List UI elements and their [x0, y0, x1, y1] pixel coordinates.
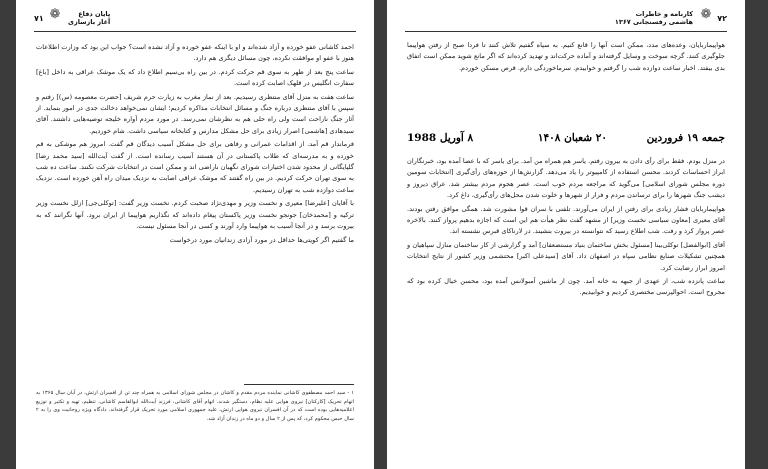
- running-title: کارنامه و خاطرات هاشمی رفسنجانی ۱۳۶۷: [614, 10, 693, 26]
- paragraph: ساعت پنج بعد از ظهر به سوی قم حرکت کردم. در بین راه بی‌سیم اطلاع داد که یک موشک عراقی به داخل [باغ] سفارت انگلیس در قلهک اصابت کرده است.: [36, 67, 354, 88]
- footnote-rule: [244, 384, 354, 385]
- page-header: [34, 6, 356, 32]
- page-body-top: [407, 40, 725, 76]
- date-gregorian: ۸ آوریل 1988: [407, 132, 474, 144]
- page-number: ۷۱: [34, 14, 44, 23]
- ornament-icon: ❁: [49, 7, 61, 22]
- book-page-left: [16, 0, 374, 469]
- page-number: ۷۲: [717, 14, 727, 23]
- diary-date-heading: [407, 132, 725, 148]
- date-hijri: ۲۰ شعبان ۱۴۰۸: [537, 132, 607, 144]
- running-title: پایان دفاع آغاز بازسازی: [68, 10, 111, 26]
- paragraph: هواپیماربایان، وعده‌های مدد، ممکن است آنها را قانع کنیم. به سپاه گفتیم تلاش کنند تا فردا صبح از رفتن هواپیما جلوگیری کنند. گرچه سوخت و وسایل گرفته‌اند و آماده حرکت‌اند و تهدید کرده‌اند که اگر مانع شوید ممکن است اتفاق بدی بیفتد. اخبار ساعت دوازده شب را گرفتم و خوابیدم. سرماخوردگی دارم. قرص مسکن خوردم.: [407, 41, 725, 72]
- paragraph: هواپیماربایان فشار زیادی برای رفتن از ایران می‌آورند. تلفنی با سران قوا مشورت شد. همگی موافق رفتن بودند. آقای معیری [معاون سیاسی نخست وزیر] از مشهد گفت نظر هیأت هم این است که اجازه بدهیم پرواز کنند. بالاخره عصر پرواز کرد و رفت. شب اطلاع رسید که نتوانسته در بیروت بنشیند. در لارناکای قبرس نشسته اند.: [407, 204, 725, 236]
- paragraph: ساعت پانزده شب، از عهدی از جبهه به خانه آمد. چون از ماشین آمبولانس آمده بود، محسن خیال کرده بود که مجروح است. احوالپرسی مختصری کردیم و خوابیدیم.: [407, 277, 725, 297]
- paragraph: ساعت هفت به منزل آقای منتظری رسیدیم. بعد از نماز مغرب به زیارت حرم شریف [حضرت معصومه (س)] رفتم و سپس با آقای منتظری درباره جنگ و مسائل انتخابات مذاکره کردیم؛ ایشان نمی‌خواهد دخالت جدی در امور بنماید. از آثار جنگ ناراحت است ولی راه حلی هم به نظرشان نمی‌رسد. در مورد مردم آواره خلیجه توصیه‌هایی داشتند. آقای سیدهادی [هاشمی] اصرار زیادی برای حل مشکل مدارس و کتابخانه سیاسی داشت. شام خوردیم.: [36, 92, 354, 135]
- paragraph: ما گفتیم اگر کویتی‌ها حداقل در مورد آزادی زندانیان مورد درخواست: [169, 235, 354, 244]
- page-body: [36, 42, 354, 248]
- header-rule: [405, 31, 727, 32]
- book-page-right: [387, 0, 745, 469]
- date-weekday: جمعه ۱۹ فروردین: [646, 132, 725, 144]
- paragraph: احمد کاشانی عفو خورده و آزاد شده‌اند و او با اینکه عفو خورده و آزاد نشده است؟ جواب این بود که وزارت اطلاعات هنوز با عفو او موافقت نکرده، چون مسائل دیگری هم دارد.: [36, 43, 354, 63]
- page-body: [407, 156, 725, 301]
- paragraph: آقای [ابوالفضل] توکلی‌بینا [مسئول بخش ساختمان بنیاد مستضعفان] آمد و گزارشی از کار ساختمان منازل سپاهیان و همچنین تشکیلات صنایع نظامی سپاه در اصفهان داد. آقای [سیدعلی اکبر] محتشمی وزیر کشور از نتایج انتخابات امروز ابراز رضایت کرد.: [407, 240, 725, 272]
- paragraph: با آقایان [علیرضا] معیری و نخست وزیر و مهدی‌نژاد صحبت کردم. نخست وزیر گفت: [توکلی‌جی] ازلل نخست وزیر ترکیه و [محمدخان] جونجو نخست وزیر پاکستان پیغام داده‌اند که نگذاریم هواپیما از ایران برود. آنها نگرانند که به بیروت برسد و در آنجا آسیب به هواپیما وارد آورند و کسی در آنجا مسئول نیست.: [36, 199, 354, 231]
- footnote: ۱ - سید احمد مصطفوی کاشانی نماینده مردم مقدم و کاشان در مجلس شورای اسلامی به همراه چند تن از افسران ارتش، در آبان سال ۱۳۶۵ به اتهام تحریک [کارکنان] نیروی هوایی عليه نظام، دستگیر شدند. اتهام آقای کاشانی، فرزند آیت‌الله ابوالقاسم کاشانی، تنظیم، تهیه و تکثیر و توزیع اعلامیه‌هایی بوده است که در آن افسران نیروی هوایی ارتش، علیه جمهوری اسلامی مورد تحریک قرار گرفته‌اند. دادگاه ویژه روحانیت وی را به ۲ سال حبس محکوم کرد، که پس از ۲ سال و دو ماه در زندان آزاد شد.: [36, 390, 355, 422]
- paragraph: در منزل بودم. فقط برای رأی دادن به بیرون رفتم. یاسر هم همراه من آمد. برای یاسر که با عصا آمده بود، خبرنگاران ابراز احساسات کردند. محسن استفاده از کامپیوتر را یاد می‌دهد. گزارش‌ها از حوزه‌های رأی‌گیری [انتخابات سومین دوره مجلس شورای اسلامی] می‌گوید که مراجعه مردم خوب است. عصر هجوم مردم بیشتر شد. عراق دیروز و دیشب جنگ شهرها را برای ترساندن مردم و فرار از شهرها و خلوت شدن محل‌های رأی‌گیری، داغ کرد.: [407, 157, 725, 200]
- paragraph: فرماندار قم آمد. از اقدامات عمرانی و رفاهی برای حل مشکل آسیب دیدگان قم گفت. امروز هم موشکی به قم خورده و به مدرسه‌ای که طلاب پاکستانی در آن هستند آسیب رسانده است. از گفت آیت‌الله [سید محمد رضا] گلپایگانی از محدود شدن اختیارات شورای نگهبان ناراضی اند و ممکن است در انتخابات شرکت نکنند. ساعت ده شب به سوی تهران حرکت کردیم. در بین راه گفتند که موشک عراقی اصابت به نزدیک میدان راه آهن خورده است. نزدیک ساعت دوازده شب به تهران رسیدیم.: [36, 140, 354, 194]
- ornament-icon: ❁: [700, 7, 712, 22]
- header-rule: [34, 31, 356, 32]
- page-header: [405, 6, 727, 32]
